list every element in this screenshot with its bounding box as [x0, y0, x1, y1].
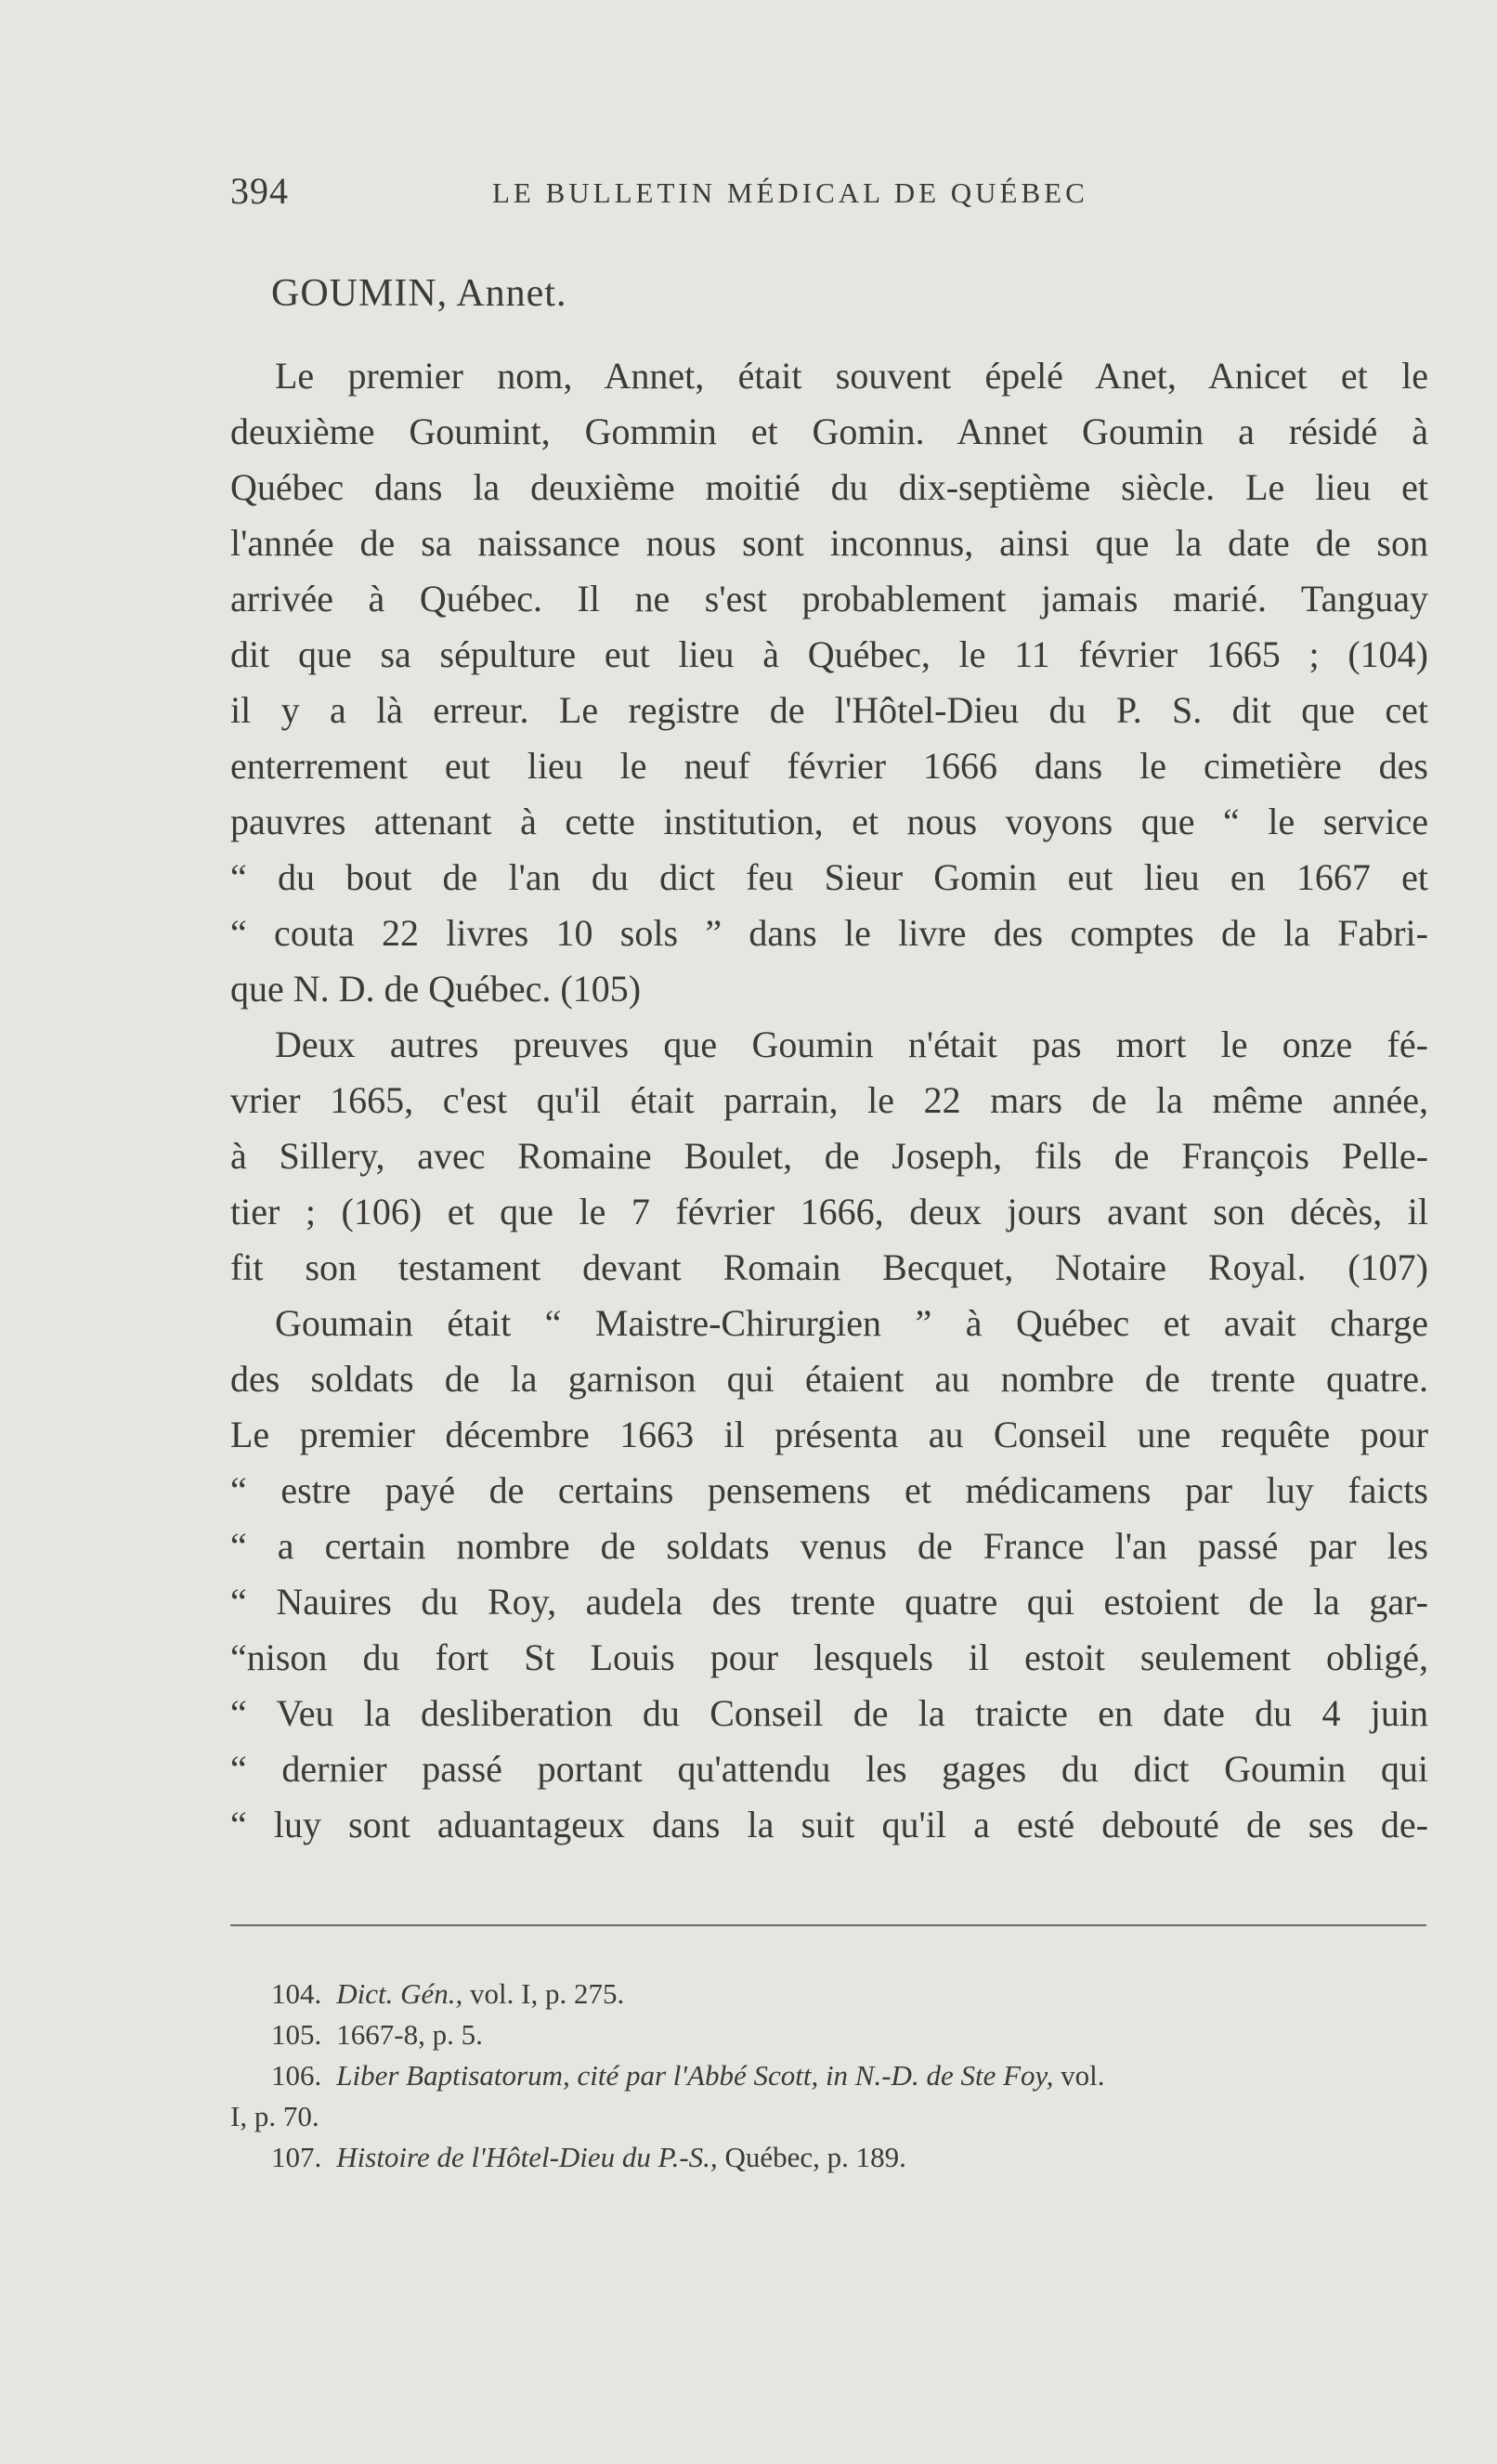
- footnote-text: Québec, p. 189.: [717, 2141, 906, 2173]
- footnotes: [230, 1974, 1430, 2178]
- running-head: [230, 169, 1428, 225]
- body-line: “ luy sont aduantageux dans la suit qu'il a esté debouté de ses de-: [230, 1804, 1428, 1845]
- footnote-citation: Histoire de l'Hôtel-Dieu du P.-S.,: [336, 2141, 718, 2173]
- body-line: “ a certain nombre de soldats venus de France l'an passé par les: [230, 1525, 1428, 1567]
- body-line: “ couta 22 livres 10 sols ” dans le livre des comptes de la Fabri-: [230, 912, 1428, 954]
- journal-title: LE BULLETIN MÉDICAL DE QUÉBEC: [492, 176, 1088, 209]
- body-line: à Sillery, avec Romaine Boulet, de Joseph, fils de François Pelle-: [230, 1135, 1428, 1177]
- footnote-105: [271, 2014, 1430, 2055]
- body-line: que N. D. de Québec. (105): [230, 968, 642, 1010]
- body-line: vrier 1665, c'est qu'il était parrain, le 22 mars de la même année,: [230, 1079, 1428, 1121]
- footnote-citation: Liber Baptisatorum, cité par l'Abbé Scott, in N.-D. de Ste Foy,: [336, 2059, 1054, 2092]
- body-line: Deux autres preuves que Goumin n'était pas mort le onze fé-: [275, 1023, 1428, 1065]
- body-line: tier ; (106) et que le 7 février 1666, deux jours avant son décès, il: [230, 1191, 1428, 1232]
- body-line: Québec dans la deuxième moitié du dix-septième siècle. Le lieu et: [230, 466, 1428, 508]
- body-line: des soldats de la garnison qui étaient au nombre de trente quatre.: [230, 1358, 1428, 1400]
- footnote-text: I, p. 70.: [230, 2100, 319, 2132]
- body-line: fit son testament devant Romain Becquet, Notaire Royal. (107): [230, 1246, 1428, 1288]
- body-line: “ estre payé de certains pensemens et médicamens par luy faicts: [230, 1469, 1428, 1511]
- footnote-number: 105.: [271, 2018, 322, 2051]
- body-line: dit que sa sépulture eut lieu à Québec, le 11 février 1665 ; (104): [230, 633, 1428, 675]
- body-line: deuxième Goumint, Gommin et Gomin. Annet Goumin a résidé à: [230, 411, 1428, 452]
- entry-heading: GOUMIN, Annet.: [271, 272, 567, 315]
- footnote-divider: [230, 1924, 1426, 1926]
- body-text: [230, 348, 1428, 1853]
- body-line: il y a là erreur. Le registre de l'Hôtel-Dieu du P. S. dit que cet: [230, 689, 1428, 731]
- body-line: arrivée à Québec. Il ne s'est probablement jamais marié. Tanguay: [230, 578, 1428, 619]
- footnote-number: 104.: [271, 1977, 322, 2010]
- page-number: 394: [230, 170, 289, 212]
- footnote-106-continued: [230, 2096, 1430, 2137]
- footnote-107: [271, 2137, 1430, 2178]
- footnote-citation: Dict. Gén.,: [336, 1977, 463, 2010]
- footnote-number: 106.: [271, 2059, 322, 2092]
- footnote-text: vol. I, p. 275.: [462, 1977, 625, 2010]
- footnote-text: vol.: [1053, 2059, 1105, 2092]
- body-line: “ du bout de l'an du dict feu Sieur Gomin eut lieu en 1667 et: [230, 856, 1428, 898]
- body-line: enterrement eut lieu le neuf février 1666 dans le cimetière des: [230, 745, 1428, 787]
- footnote-106: [271, 2055, 1430, 2096]
- body-line: “ Veu la desliberation du Conseil de la traicte en date du 4 juin: [230, 1692, 1428, 1734]
- body-line: Le premier nom, Annet, était souvent épelé Anet, Anicet et le: [275, 355, 1428, 397]
- body-line: “ Nauires du Roy, audela des trente quatre qui estoient de la gar-: [230, 1581, 1428, 1623]
- body-line: “nison du fort St Louis pour lesquels il estoit seulement obligé,: [230, 1636, 1428, 1678]
- footnote-text: 1667-8, p. 5.: [336, 2018, 483, 2051]
- body-line: l'année de sa naissance nous sont inconnus, ainsi que la date de son: [230, 522, 1428, 564]
- body-line: Le premier décembre 1663 il présenta au Conseil une requête pour: [230, 1414, 1428, 1455]
- footnote-number: 107.: [271, 2141, 322, 2173]
- body-line: pauvres attenant à cette institution, et nous voyons que “ le service: [230, 801, 1428, 842]
- body-line: “ dernier passé portant qu'attendu les gages du dict Goumin qui: [230, 1748, 1428, 1790]
- footnote-104: [271, 1974, 1430, 2014]
- body-line: Goumain était “ Maistre-Chirurgien ” à Québec et avait charge: [275, 1302, 1428, 1344]
